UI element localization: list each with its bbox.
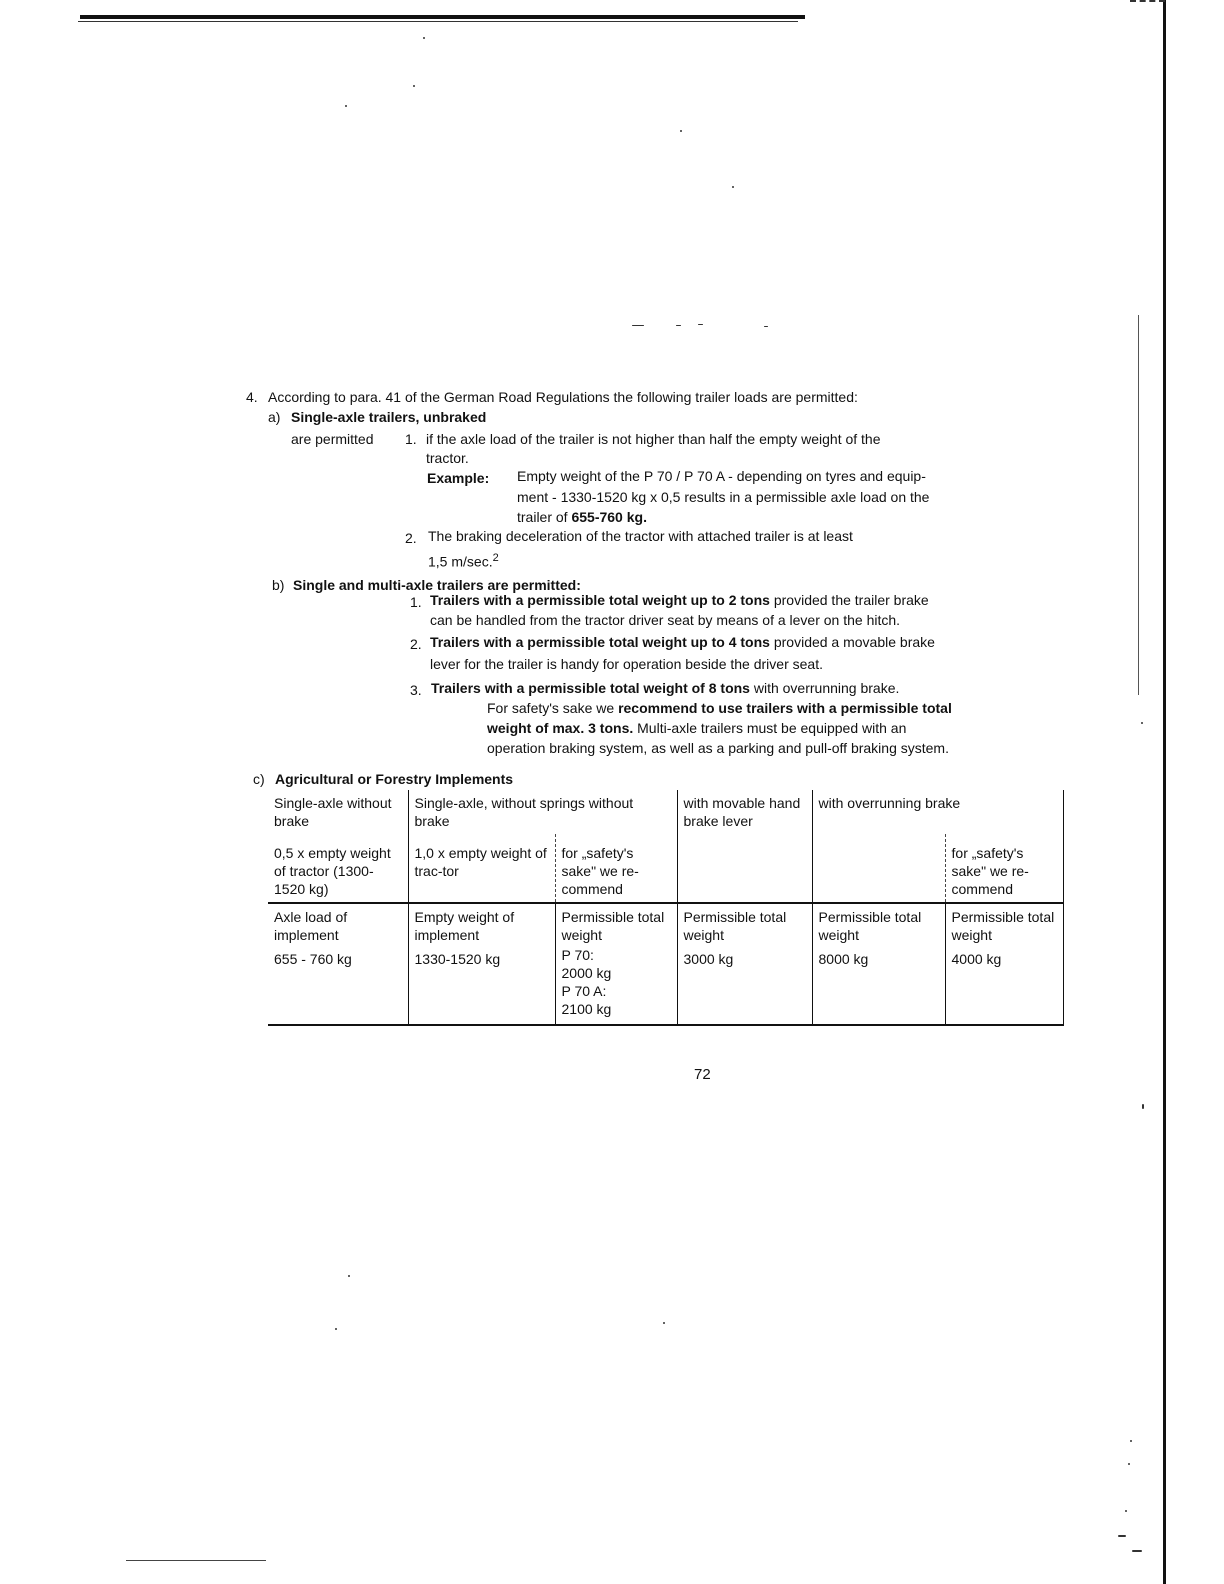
permissible-label: Permissible total weight (561, 909, 665, 943)
sub-full-weight: 1,0 x empty weight of trac-tor (414, 845, 547, 879)
a-cond1-line2: tractor. (426, 450, 469, 466)
scan-speck (663, 1322, 665, 1324)
permissible-label: Permissible total weight (951, 909, 1055, 943)
b-item1-num: 1. (410, 594, 422, 610)
example-label: Example: (427, 470, 490, 486)
scan-speck (732, 186, 734, 188)
b-item2-bold: Trailers with a permissible total weight up to 4 tons (430, 634, 770, 650)
a-cond2-line2 (428, 549, 499, 571)
scan-speck (1128, 1463, 1130, 1465)
b-item2-num: 2. (410, 636, 422, 652)
sub-empty-overrun (812, 834, 945, 903)
table-header-row (268, 790, 1063, 834)
p70a-value: 2100 kg (561, 1001, 612, 1017)
cell-permissible-overrun (812, 903, 945, 1025)
sub-safety-recommend-2: for „safety's sake" we re-commend (945, 834, 1063, 903)
scan-speck (345, 105, 347, 107)
scan-speck (1130, 1440, 1132, 1442)
scan-speck (764, 326, 768, 327)
scan-speck (632, 325, 644, 326)
scan-speck (1118, 1535, 1126, 1537)
b-item1-line2: can be handled from the tractor driver seat by means of a lever on the hitch. (430, 612, 901, 628)
a-cond2-line1: The braking deceleration of the tractor with attached trailer is at least (428, 528, 853, 544)
b-item2-text: provided a movable brake (773, 634, 935, 650)
table-data-row (268, 903, 1063, 1025)
top-rule-shadow (78, 21, 798, 22)
sub-label-a: a) (268, 409, 281, 425)
b-item3-line2-text: For safety's sake we (487, 700, 615, 716)
b-item1-line1 (430, 591, 929, 609)
example-line1: Empty weight of the P 70 / P 70 A - depending on tyres and equip- (517, 468, 926, 484)
b-item3-bold: Trailers with a permissible total weight of 8 tons (431, 680, 750, 696)
sub-empty-movable (677, 834, 812, 903)
b-item2-line1 (430, 633, 935, 651)
item-number: 4. (246, 389, 258, 405)
example-line3-text: trailer of (517, 509, 568, 525)
scan-speck (1142, 1104, 1144, 1109)
b-item3-line3-bold: weight of max. 3 tons. (487, 720, 634, 736)
sub-label-b: b) (272, 577, 285, 593)
p70-label: P 70: (561, 947, 594, 963)
bottom-rule (126, 1560, 266, 1561)
scan-speck (1141, 722, 1143, 724)
b-item1-text: provided the trailer brake (773, 592, 929, 608)
item-intro: According to para. 41 of the German Road Regulations the following trailer loads are permitted: (268, 389, 858, 405)
b-item3-line4: operation braking system, as well as a parking and pull-off braking system. (487, 740, 949, 756)
scan-speck (698, 324, 703, 325)
sub-safety-recommend: for „safety's sake" we re-commend (555, 834, 677, 903)
permissible-label: Permissible total weight (818, 909, 922, 943)
b-item3-line1 (431, 679, 899, 697)
permissible-label: Permissible total weight (683, 909, 787, 943)
a-cond2-num: 2. (405, 530, 417, 546)
a-lead: are permitted (291, 431, 374, 447)
cell-permissible-overrun-recommend (945, 903, 1063, 1025)
empty-weight-label: Empty weight of implement (414, 909, 515, 943)
a-cond1-line1: if the axle load of the trailer is not higher than half the empty weight of the (426, 431, 881, 447)
margin-line (1138, 315, 1139, 695)
cell-permissible-movable (677, 903, 812, 1025)
empty-weight-value: 1330-1520 kg (414, 951, 501, 967)
scan-speck (680, 130, 682, 132)
scan-speck (348, 1275, 350, 1277)
scan-speck (423, 37, 425, 39)
page-number: 72 (694, 1066, 711, 1083)
scan-speck (1125, 1510, 1127, 1512)
axle-load-value: 655 - 760 kg (274, 951, 352, 967)
header-without-springs: Single-axle, without springs without brake (414, 795, 634, 829)
example-line2: ment - 1330-1520 kg x 0,5 results in a permissible axle load on the (517, 489, 930, 505)
p70a-label: P 70 A: (561, 983, 607, 999)
b-item1-bold: Trailers with a permissible total weight up to 2 tons (430, 592, 770, 608)
cell-empty-weight (408, 903, 555, 1025)
example-line3 (517, 508, 647, 526)
header-single-axle: Single-axle without brake (268, 790, 408, 834)
axle-load-label: Axle load of implement (274, 909, 348, 943)
header-movable-lever: with movable hand brake lever (677, 790, 812, 834)
b-item3-line3-text: Multi-axle trailers must be equipped with an (637, 720, 907, 736)
heading-b: Single and multi-axle trailers are permitted: (293, 577, 581, 593)
scan-speck (335, 1328, 337, 1330)
deceleration-value: 1,5 m/sec. (428, 553, 493, 570)
heading-c: Agricultural or Forestry Implements (275, 771, 514, 787)
b-item2-line2: lever for the trailer is handy for operation beside the driver seat. (430, 656, 823, 672)
cell-permissible-recommend (555, 903, 677, 1025)
implements-table (268, 790, 1064, 1026)
b-item3-num: 3. (410, 682, 422, 698)
b-item3-line2-bold: recommend to use trailers with a permissible total (618, 700, 952, 716)
b-item3-line2 (487, 699, 952, 717)
top-dash-mark (1130, 0, 1165, 2)
heading-a: Single-axle trailers, unbraked (291, 409, 487, 425)
sub-half-weight: 0,5 x empty weight of tractor (1300-1520 kg) (268, 834, 408, 903)
page-right-border (1163, 0, 1166, 1584)
a-cond1-num: 1. (405, 431, 417, 447)
deceleration-exponent: 2 (492, 552, 499, 564)
scan-speck (676, 325, 681, 326)
overrun-value: 8000 kg (818, 951, 869, 967)
header-overrunning: with overrunning brake (812, 790, 1063, 834)
cell-axle-load (268, 903, 408, 1025)
sub-label-c: c) (253, 771, 265, 787)
scan-speck (1132, 1550, 1142, 1552)
overrun-recommend-value: 4000 kg (951, 951, 1002, 967)
b-item3-line3 (487, 719, 906, 737)
example-axle-load-value: 655-760 kg. (571, 509, 647, 525)
p70-value: 2000 kg (561, 965, 612, 981)
movable-value: 3000 kg (683, 951, 734, 967)
top-rule (80, 15, 805, 19)
table-subheader-row (268, 834, 1063, 903)
scan-speck (413, 85, 415, 87)
b-item3-text: with overrunning brake. (753, 680, 900, 696)
